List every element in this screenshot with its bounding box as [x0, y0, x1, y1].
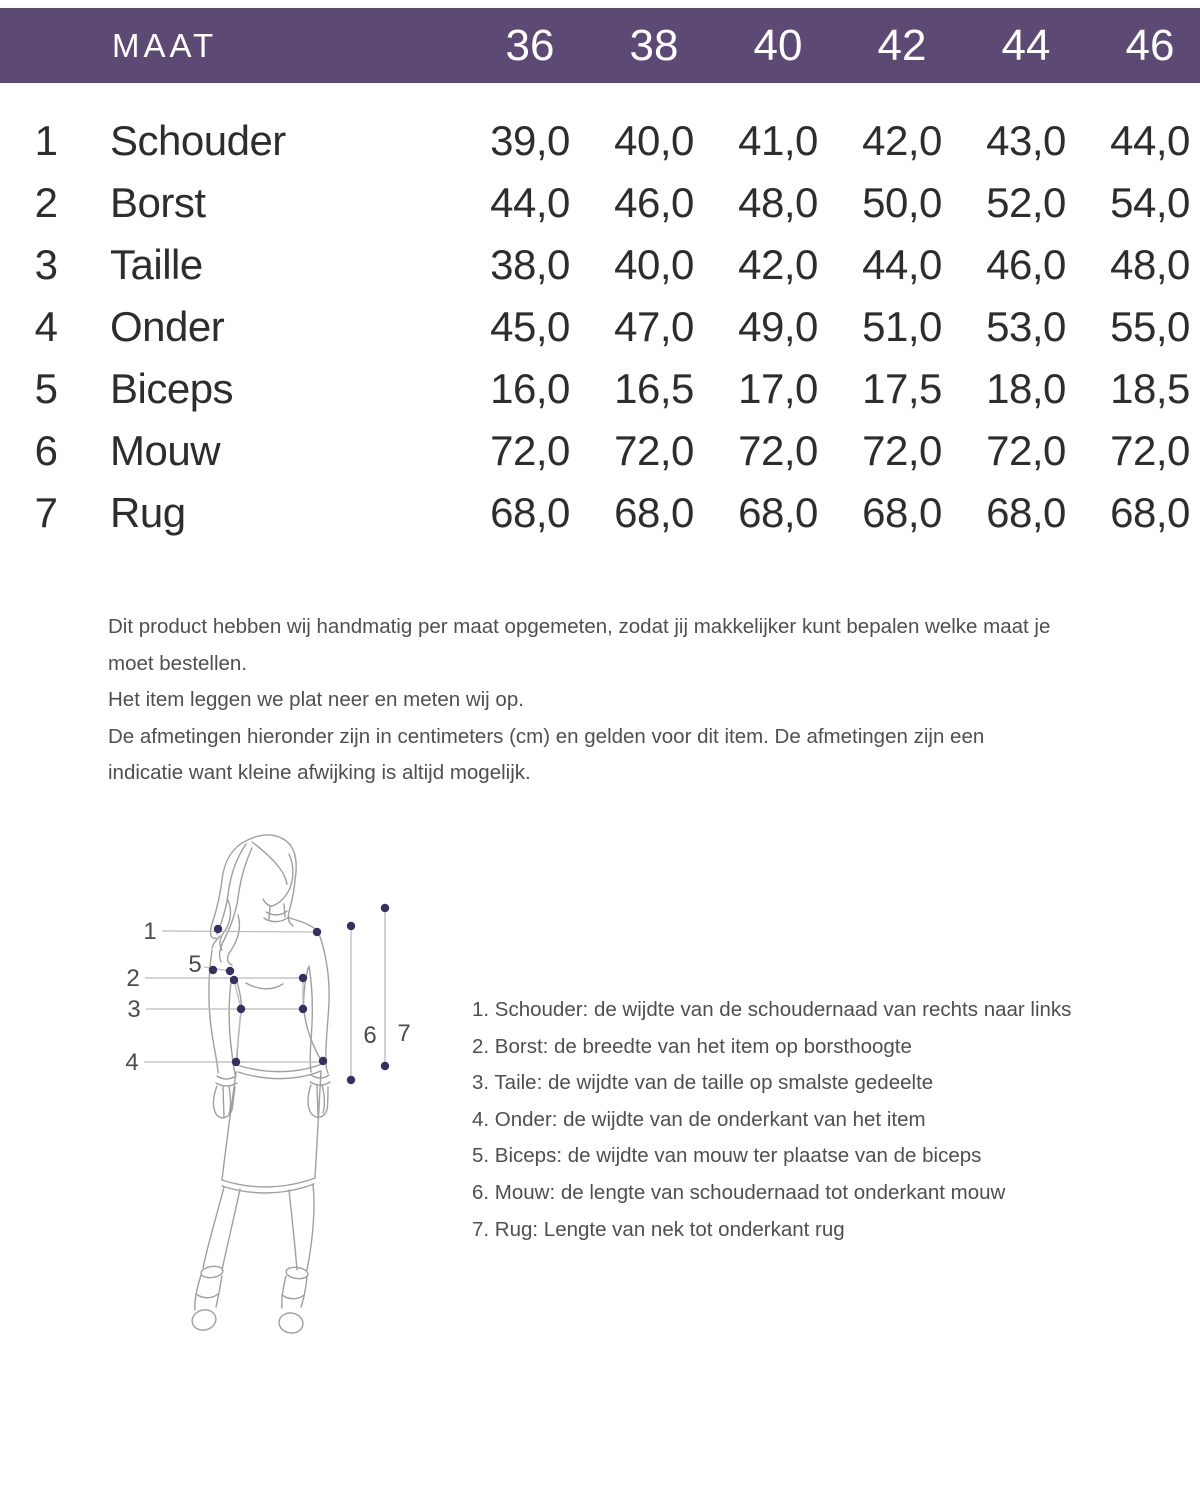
measurement-value: 72,0 — [738, 427, 818, 474]
measurement-value: 72,0 — [490, 427, 570, 474]
size-chart-header-bar — [0, 8, 1200, 83]
measurement-value: 46,0 — [614, 179, 694, 226]
measurement-value: 44,0 — [490, 179, 570, 226]
measurement-value: 49,0 — [738, 303, 818, 350]
size-table — [0, 110, 1200, 544]
row-number: 7 — [34, 489, 58, 536]
measurement-value: 38,0 — [490, 241, 570, 288]
legend-item: 4. Onder: de wijdte van de onderkant van het item — [472, 1107, 926, 1131]
row-number: 5 — [34, 365, 58, 412]
row-label: Biceps — [110, 365, 234, 412]
description-line: Dit product hebben wij handmatig per maat opgemeten, zodat jij makkelijker kunt bepalen welke maat je — [108, 615, 1051, 638]
measurement-value: 54,0 — [1110, 179, 1190, 226]
size-column-header: 38 — [629, 20, 679, 70]
figure-marker-7: 7 — [397, 1020, 411, 1047]
description-line: indicatie want kleine afwijking is altijd mogelijk. — [108, 761, 531, 784]
measuring-description — [108, 609, 1148, 792]
measurement-value: 44,0 — [1110, 117, 1190, 164]
table-row — [0, 110, 1200, 172]
measurement-value: 51,0 — [862, 303, 942, 350]
legend-item: 3. Taile: de wijdte van de taille op smalste gedeelte — [472, 1071, 934, 1095]
measurement-value: 18,0 — [986, 365, 1066, 412]
row-number: 3 — [34, 241, 58, 288]
row-label: Mouw — [110, 427, 221, 474]
row-number: 1 — [34, 117, 58, 164]
row-label: Rug — [110, 489, 186, 536]
figure-marker-1: 1 — [143, 918, 157, 945]
measurement-value: 45,0 — [490, 303, 570, 350]
measurement-value: 68,0 — [862, 489, 942, 536]
measurement-value: 68,0 — [1110, 489, 1190, 536]
measurement-value: 44,0 — [862, 241, 942, 288]
measurement-value: 50,0 — [862, 179, 942, 226]
measurement-value: 16,0 — [490, 365, 570, 412]
row-number: 2 — [34, 179, 58, 226]
table-row — [0, 420, 1200, 482]
size-column-header: 36 — [505, 20, 555, 70]
measurement-value: 68,0 — [490, 489, 570, 536]
measurement-value: 72,0 — [614, 427, 694, 474]
measurement-value: 40,0 — [614, 241, 694, 288]
measurement-value: 48,0 — [738, 179, 818, 226]
measurement-value: 68,0 — [986, 489, 1066, 536]
legend-item: 5. Biceps: de wijdte van mouw ter plaatse van de biceps — [472, 1144, 982, 1168]
row-label: Schouder — [110, 117, 286, 164]
measurement-value: 47,0 — [614, 303, 694, 350]
table-row — [0, 296, 1200, 358]
measurement-value: 42,0 — [738, 241, 818, 288]
measurement-value: 48,0 — [1110, 241, 1190, 288]
figure-marker-4: 4 — [125, 1049, 139, 1076]
description-line: moet bestellen. — [108, 651, 248, 675]
legend-item: 1. Schouder: de wijdte van de schoudernaad van rechts naar links — [472, 998, 1072, 1021]
measurement-value: 72,0 — [1110, 427, 1190, 474]
size-figure — [100, 820, 460, 1400]
figure-marker-6: 6 — [363, 1022, 377, 1049]
row-label: Taille — [110, 241, 203, 288]
measurement-value: 17,5 — [862, 365, 942, 412]
measurement-value: 68,0 — [738, 489, 818, 536]
figure-marker-labels — [125, 918, 410, 1076]
table-row — [0, 172, 1200, 234]
measurement-value: 17,0 — [738, 365, 818, 412]
measurement-value: 16,5 — [614, 365, 694, 412]
size-column-header: 40 — [753, 20, 803, 70]
row-label: Onder — [110, 303, 225, 350]
row-label: Borst — [110, 179, 206, 226]
measurement-value: 52,0 — [986, 179, 1066, 226]
measurement-lines — [144, 908, 385, 1080]
measurement-value: 72,0 — [986, 427, 1066, 474]
size-column-header: 46 — [1125, 20, 1175, 70]
legend-item: 7. Rug: Lengte van nek tot onderkant rug — [472, 1217, 845, 1241]
size-column-header: 42 — [877, 20, 927, 70]
measurement-value: 68,0 — [614, 489, 694, 536]
measurement-value: 46,0 — [986, 241, 1066, 288]
table-row — [0, 234, 1200, 296]
legend-item: 2. Borst: de breedte van het item op borsthoogte — [472, 1034, 912, 1058]
row-number: 6 — [34, 427, 58, 474]
figure-marker-5: 5 — [188, 951, 202, 978]
measurement-value: 43,0 — [986, 117, 1066, 164]
size-column-header: 44 — [1001, 20, 1051, 70]
figure-marker-2: 2 — [126, 965, 140, 992]
measurement-value: 72,0 — [862, 427, 942, 474]
measurement-value: 53,0 — [986, 303, 1066, 350]
measurement-legend — [472, 992, 1132, 1248]
figure-marker-3: 3 — [127, 996, 141, 1023]
measurement-value: 40,0 — [614, 117, 694, 164]
table-row — [0, 358, 1200, 420]
measurement-value: 55,0 — [1110, 303, 1190, 350]
table-row — [0, 482, 1200, 544]
maat-label: MAAT — [112, 26, 218, 64]
measurement-value: 18,5 — [1110, 365, 1190, 412]
description-line: De afmetingen hieronder zijn in centimeters (cm) en gelden voor dit item. De afmetingen zijn een — [108, 724, 985, 748]
measurement-value: 39,0 — [490, 117, 570, 164]
measurement-value: 41,0 — [738, 117, 818, 164]
row-number: 4 — [34, 303, 58, 350]
legend-item: 6. Mouw: de lengte van schoudernaad tot onderkant mouw — [472, 1180, 1006, 1204]
measurement-line-1 — [162, 931, 317, 932]
woman-sketch — [190, 835, 330, 1335]
measurement-value: 42,0 — [862, 117, 942, 164]
description-line: Het item leggen we plat neer en meten wij op. — [108, 688, 524, 711]
